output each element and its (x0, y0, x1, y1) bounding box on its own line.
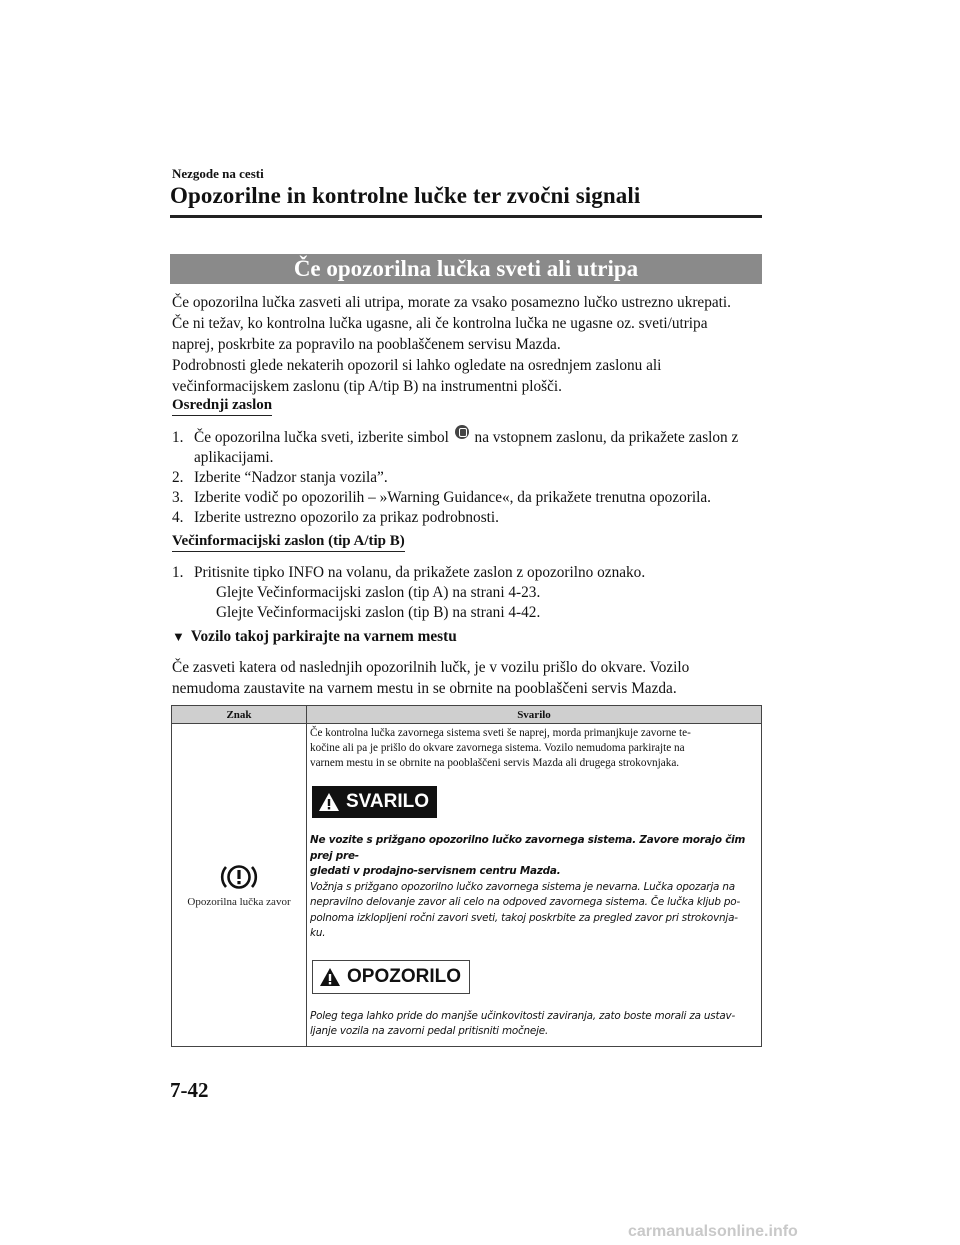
column-header-sign: Znak (172, 706, 307, 724)
multi-display-heading: Večinformacijski zaslon (tip A/tip B) (172, 533, 405, 552)
intro-line: naprej, poskrbite za popravilo na pooblaščenem servisu Mazda. (172, 336, 561, 353)
intro-line: Če opozorilna lučka zasveti ali utripa, morate za vsako posamezno lučko ustrezno ukrepati. (172, 294, 731, 311)
warning-triangle-icon (319, 967, 341, 987)
warning-table (171, 705, 762, 1047)
warning-badge: SVARILO (312, 786, 437, 818)
central-steps-list (172, 428, 764, 528)
central-display-heading: Osrednji zaslon (172, 397, 272, 416)
list-item: 1. Pritisnite tipko INFO na volanu, da prikažete zaslon z opozorilno oznako. Glejte Večinformacijski zaslon (tip A) na strani 4-23. Glejte Večinformacijski zaslon (tip B) na strani 4-42. (172, 563, 764, 623)
reference-line: Glejte Večinformacijski zaslon (tip A) na strani 4-23. (216, 584, 541, 601)
intro-paragraph (172, 292, 764, 397)
page-number: 7-42 (170, 1078, 209, 1102)
desc-line: kočine ali pa je prišlo do okvare zavornega sistema. Vozilo nemudoma parkirajte na (310, 742, 685, 754)
chapter-label: Nezgode na cesti (172, 166, 264, 181)
list-item: 4. Izberite ustrezno opozorilo za prikaz podrobnosti. (172, 509, 499, 526)
sign-cell (172, 724, 307, 1047)
warning-line: ku. (310, 927, 326, 939)
caution-line: ljanje vozila na zavorni pedal pritisniti močneje. (310, 1025, 549, 1037)
title-rule (170, 215, 762, 218)
desc-line: varnem mestu in se obrnite na pooblaščeni servis Mazda ali drugega strokovnjaka. (310, 757, 680, 769)
warning-triangle-icon (318, 792, 340, 812)
apps-icon (455, 425, 469, 439)
list-item: 1. Če opozorilna lučka sveti, izberite simbol na vstopnem zaslonu, da prikažete zaslon z aplikacijami. (172, 428, 764, 468)
warning-bold-line: gledati v prodajno-servisnem centru Mazda. (310, 865, 561, 877)
list-item: 2. Izberite “Nadzor stanja vozila”. (172, 469, 388, 486)
intro-line: večinformacijskem zaslonu (tip A/tip B) na instrumentni plošči. (172, 378, 562, 395)
section-banner: Če opozorilna lučka sveti ali utripa (170, 254, 762, 284)
caution-badge: OPOZORILO (312, 960, 470, 994)
desc-line: Če kontrolna lučka zavornega sistema sveti še naprej, morda primanjkuje zavorne te- (310, 727, 691, 739)
page-title: Opozorilne in kontrolne lučke ter zvočni signali (170, 183, 641, 208)
parking-line: Če zasveti katera od naslednjih opozorilnih lučk, je v vozilu prišlo do okvare. Vozilo (172, 659, 690, 676)
multi-steps-list (172, 563, 764, 623)
warning-line: nepravilno delovanje zavor ali celo na odpoved zavornega sistema. Če lučka kljub po- (310, 896, 741, 908)
watermark: carmanualsonline.info (628, 1223, 798, 1240)
warning-cell (307, 724, 762, 1047)
intro-line: Podrobnosti glede nekaterih opozoril si lahko ogledate na osrednjem zaslonu ali (172, 357, 662, 374)
reference-line: Glejte Večinformacijski zaslon (tip B) na strani 4-42. (216, 604, 541, 621)
table-header-row (172, 706, 762, 724)
brake-warning-icon (219, 862, 259, 892)
warning-line: Vožnja s prižgano opozorilno lučko zavornega sistema je nevarna. Lučka opozarja na (310, 880, 735, 893)
table-row (172, 724, 762, 1047)
warning-line: polnoma izklopljeni ročni zavori sveti, takoj poskrbite za pregled zavor pri strokovnja- (310, 911, 738, 924)
list-item: 3. Izberite vodič po opozorilih – »Warning Guidance«, da prikažete trenutna opozorila. (172, 489, 711, 506)
intro-line: Če ni težav, ko kontrolna lučka ugasne, ali če kontrolna lučka ne ugasne oz. sveti/utripa (172, 315, 708, 332)
triangle-down-icon: ▼ (172, 629, 185, 644)
caution-line: Poleg tega lahko pride do manjše učinkovitosti zaviranja, zato boste morali za ustav- (310, 1009, 736, 1022)
column-header-warning: Svarilo (307, 706, 762, 724)
sign-label: Opozorilna lučka zavor (187, 895, 291, 908)
warning-bold-line: Ne vozite s prižgano opozorilno lučko zavornega sistema. Zavore morajo čim prej pre- (310, 834, 746, 862)
parking-heading: ▼ Vozilo takoj parkirajte na varnem mestu (172, 628, 457, 645)
parking-line: nemudoma zaustavite na varnem mestu in se obrnite na pooblaščeni servis Mazda. (172, 680, 677, 697)
parking-paragraph (172, 657, 764, 699)
